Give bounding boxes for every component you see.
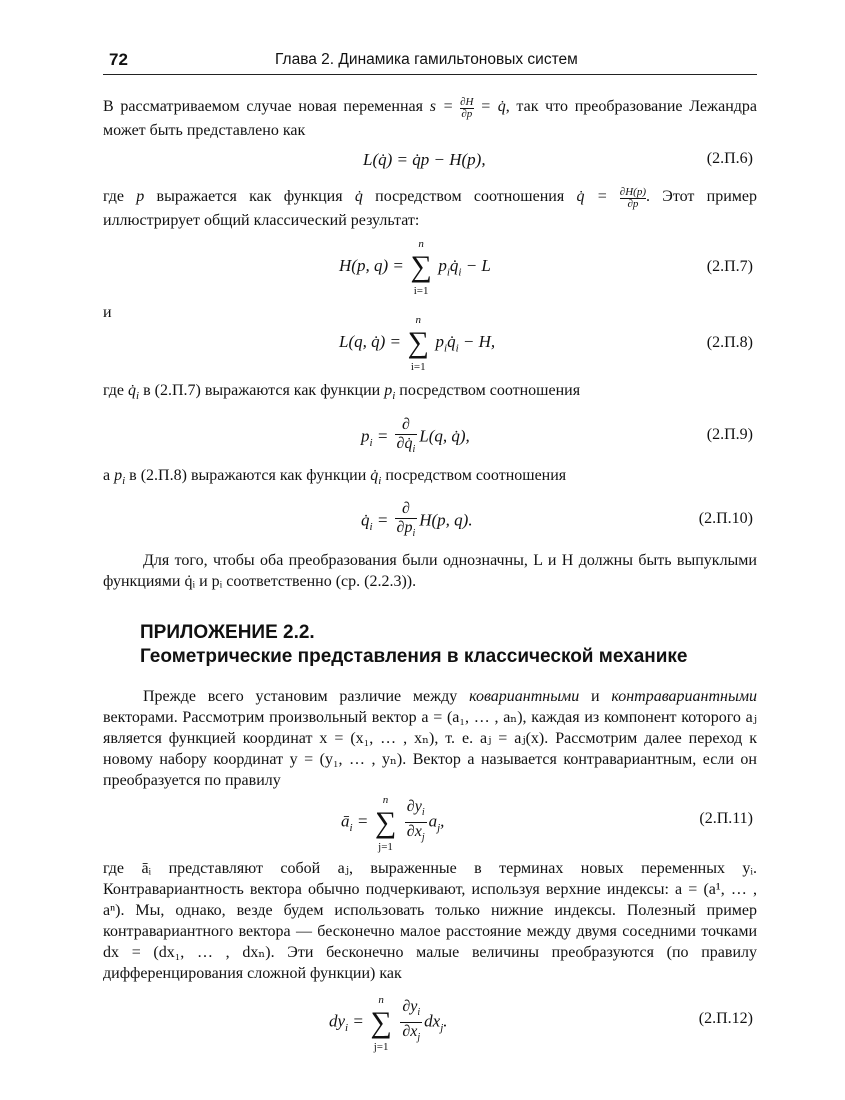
eq-2-p12-lhs: dy [329,1011,346,1031]
eq-2-p10-rhs: H(p, q). [419,510,473,530]
page-number: 72 [109,50,128,69]
p2-text-c: посредством соотношения [375,188,565,205]
p6-text-b: векторами. Рассмотрим произвольный вектор a = (a₁, … , aₙ), каждая из компонент которого aⱼ является функцией координат x = (x₁, … , xₙ), т. е. aⱼ = aⱼ(x). Рассмотрим далее переход к новому набору координат y = (y₁, … , yₙ). Вектор a называется контравариантным, если он преобразуется по правилу [103,709,757,789]
p3-text-b: в (2.П.7) выражаются как функции [143,382,381,399]
p4-text-c: посредством соотношения [385,467,567,484]
paragraph-covariant-intro [103,686,757,791]
eq-2-p6-body: L(q̇) = q̇p − H(p), [363,150,486,169]
eq-2-p9-rhs: L(q, q̇), [419,426,470,446]
p3-text-c: посредством соотношения [399,382,581,399]
paragraph-p-functions: а $p_i$ в (2.П.8) выражаются как функции $q̇_i$ посредством соотношения [103,467,567,488]
eq-2-p8-sum: n ∑ i=1 [407,314,429,373]
eq-2-p10-body: $q̇_i$ = $\frac{\partial}{\partial p_i}$ H(p, q). [361,500,473,543]
p6-and: и [591,688,600,705]
equation-2-p7 [103,238,757,304]
appendix-title: Геометрические представления в классической механике [140,646,688,667]
equation-2-p11 [103,790,757,853]
eq-2-p7-lhs: H(p, q) = [339,255,404,275]
p1-formula: s = $\frac{\partial H}{\partial p}$ = q̇ [429,96,506,120]
eq-2-p9-frac: $\frac{\partial}{\partial q̇_i}$ [395,416,418,459]
p6-covariant: ковариантными [469,688,580,705]
eq-2-p9-lhs: p [361,426,370,446]
eq-2-p7-sum: n ∑ i=1 [410,238,432,297]
eq-2-p8-tag: (2.П.8) [706,334,753,351]
p3-text-a: где [103,382,125,399]
p4-text-a: а [103,467,111,484]
p2-formula: q̇ = $\frac{\partial H(p)}{\partial p}$ [576,186,647,210]
eq-2-p12-frac: $\frac{\partial y_i}{\partial x_j}$ [400,998,422,1047]
p2-text-a: где [103,188,125,205]
paragraph-qdot-functions: где $q̇_i$ в (2.П.7) выражаются как функции $p_i$ посредством соотношения [103,382,581,403]
eq-2-p11-tail: a [428,811,438,831]
eq-2-p12-tag: (2.П.12) [698,1010,753,1027]
equation-2-p9 [103,410,757,470]
eq-2-p7-tag: (2.П.7) [706,258,753,275]
running-head: Глава 2. Динамика гамильтоновых систем [275,51,578,68]
equation-2-p10 [103,494,757,554]
paragraph-contravariant-example: где āᵢ представляют собой aⱼ, выраженные в терминах новых переменных yᵢ. Контравариантность вектора обычно подчеркивают, используя верхние индексы: a = (a¹, … , aⁿ). Мы, однако, везде будем использовать только нижние индексы. Полезный пример контравариантного вектора — бесконечно малое расстояние между двумя соседними точками dx = (dx₁, … , dxₙ). Эти бесконечно малые величины преобразуются (по правилу дифференцирования сложной функции) как [103,860,757,982]
eq-2-p10-frac: $\frac{\partial}{\partial p_i}$ [395,500,418,543]
eq-2-p12-tail: dx [424,1011,441,1031]
eq-2-p8-body: L(q, q̇) = n ∑ i=1 $p_iq̇_i - H$, [339,314,496,373]
conjunction-and: и [103,304,112,321]
p6-contravariant: контравариантными [611,688,758,705]
p4-text-b: в (2.П.8) выражаются как функции [129,467,367,484]
p2-text-d: . Этот пример иллюстрирует общий классический результат: [103,188,758,229]
p1-text-b: , так что преобразование Лежандра может быть представлено как [103,98,758,139]
eq-2-p10-tag: (2.П.10) [698,510,753,527]
eq-2-p9-body: $p_i$ = $\frac{\partial}{\partial q̇_i}$ L(q, q̇), [361,416,470,459]
appendix-label: ПРИЛОЖЕНИЕ 2.2. [140,622,315,643]
eq-2-p8-lhs: L(q, q̇) = [339,331,401,351]
eq-2-p6-tag: (2.П.6) [706,150,753,167]
eq-2-p12-body: $dy_i$ = n ∑ j=1 $\frac{\partial y_i}{\partial x_j}$ $dx_j$. [329,993,448,1053]
eq-2-p7-body: H(p, q) = n ∑ i=1 $p_iq̇_i - L$ [339,238,491,297]
equation-2-p8 [103,314,757,380]
paragraph-convexity: Для того, чтобы оба преобразования были однозначны, L и H должны быть выпуклыми функциями q̇ᵢ и pᵢ соответственно (ср. (2.2.3)). [103,552,757,590]
eq-2-p12-sum: n ∑ j=1 [370,993,392,1053]
p1-text-a: В рассматриваемом случае новая переменная [103,98,423,115]
p2-text-b: выражается как функция [156,188,343,205]
p6-text-a: Прежде всего установим различие между [143,688,458,705]
eq-2-p11-frac: $\frac{\partial y_i}{\partial x_j}$ [405,798,427,847]
page-header [103,48,757,75]
eq-2-p7-tail: − L [461,255,491,275]
paragraph-legendre-intro [103,96,757,141]
eq-2-p9-tag: (2.П.9) [706,426,753,443]
eq-2-p11-tag: (2.П.11) [699,810,753,827]
eq-2-p8-tail: − H, [458,331,496,351]
equation-2-p12 [103,990,757,1053]
eq-2-p11-body: $ā_i$ = n ∑ j=1 $\frac{\partial y_i}{\partial x_j}$ $a_j$, [341,793,445,853]
paragraph-example: где p выражается как функция q̇ посредством соотношения q̇ = $\frac{\partial H(p)}{\partial p}$ . Этот пример иллюстрирует общий классический результат: [103,186,758,229]
eq-2-p11-sum: n ∑ j=1 [374,793,397,853]
